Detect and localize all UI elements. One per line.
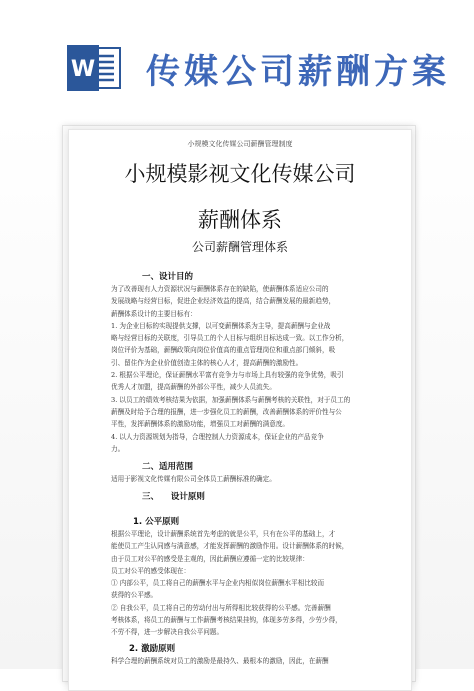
section-heading-purpose: 一、设计目的 bbox=[142, 272, 194, 282]
body-line: 薪酬体系设计的主要目标有： bbox=[111, 309, 197, 318]
body-line: 3. 以员工的绩效考核结果为依据，加强薪酬体系与薪酬考核的关联性，对于员工的 bbox=[111, 395, 351, 404]
section-principles-body bbox=[111, 528, 363, 639]
body-line: 力。 bbox=[111, 444, 125, 453]
body-line: 由于员工对公平的感受是主观的，因此薪酬应遵循一定的比较规律： bbox=[111, 554, 309, 563]
body-line: 能使员工产生认同感与满意感，才能发挥薪酬的激励作用。设计薪酬体系的时候， bbox=[111, 542, 349, 551]
document-title-line-1: 小规模影视文化传媒公司 bbox=[124, 162, 356, 186]
running-header: 小规模文化传媒公司薪酬管理制度 bbox=[187, 140, 293, 148]
body-line: 平性，发挥薪酬体系的激励功能，增强员工对薪酬的满意度。 bbox=[111, 420, 290, 429]
body-line: ② 自我公平，员工将自己的劳动付出与所得相比较获得的公平感。完善薪酬 bbox=[111, 603, 331, 612]
body-line: 2. 根据公平理论，保证薪酬水平富有竞争力与市场上具有较强的竞争优势，吸引 bbox=[111, 371, 344, 380]
body-line: 获得的公平感。 bbox=[111, 591, 158, 600]
document-subtitle: 公司薪酬管理体系 bbox=[191, 240, 288, 254]
body-line: 员工对公平的感受体现在： bbox=[111, 566, 191, 575]
banner bbox=[0, 0, 474, 120]
section-heading-scope: 二、适用范围 bbox=[142, 462, 194, 472]
section-scope-body bbox=[111, 473, 363, 485]
section-incentive-body bbox=[111, 655, 363, 667]
subheading-fairness: 1. 公平原则 bbox=[133, 517, 180, 527]
body-line: 优秀人才加盟，提高薪酬的外部公平性，减少人员流失。 bbox=[111, 383, 276, 392]
body-line: 发展战略与经营目标，促进企业经济效益的提高，结合薪酬发展的最新趋势， bbox=[111, 297, 336, 306]
body-line: 不劳不得，进一步解决自我公平问题。 bbox=[111, 628, 224, 637]
body-line: 1. 为企业目标的实现提供支撑，以可变薪酬体系为主导，提高薪酬与企业战 bbox=[111, 321, 331, 330]
body-line: 考核体系，将员工的薪酬与工作薪酬考核结果挂钩，体现多劳多得，少劳少得， bbox=[111, 616, 342, 625]
body-line: 略与经营目标的关联度，引导员工的个人目标与组织目标达成一致。以工作分析， bbox=[111, 334, 349, 343]
banner-title: 传媒公司薪酬方案 bbox=[146, 52, 450, 92]
section-purpose-body bbox=[111, 283, 363, 455]
body-line: 根据公平理论，设计薪酬系统首先考虑的就是公平，只有在公平的基础上，才 bbox=[111, 530, 336, 538]
document-page bbox=[68, 129, 412, 691]
body-line: 引、留住作为企业价值创造主体的核心人才，提高薪酬的激励性。 bbox=[111, 358, 303, 367]
word-document-icon bbox=[66, 45, 122, 91]
body-line: 岗位评价为基础，薪酬政策向岗位价值高的重点管理岗位和重点部门倾斜，吸 bbox=[111, 346, 336, 355]
body-line: 薪酬及时给予合理的报酬，进一步强化员工的薪酬，改善薪酬体系的评价性与公 bbox=[111, 407, 342, 416]
subheading-incentive: 2. 激励原则 bbox=[129, 644, 176, 654]
document-title-line-2: 薪酬体系 bbox=[198, 208, 282, 232]
body-line: 4. 以人力资源规划为指导，合理控制人力资源成本，保证企业的产品竞争 bbox=[111, 432, 324, 441]
body-line: 科学合理的薪酬系统对员工的激励是最持久、最根本的激励，因此，在薪酬 bbox=[111, 657, 329, 665]
body-line: 适用于影视文化传媒有限公司全体员工薪酬标准的确定。 bbox=[111, 475, 276, 483]
body-line: 为了改善现有人力资源状况与薪酬体系存在的缺陷，使薪酬体系适应公司的 bbox=[111, 285, 329, 293]
body-line: ① 内部公平，员工将自己的薪酬水平与企业内相似岗位薪酬水平相比较而 bbox=[111, 579, 325, 588]
section-heading-principles: 三、 设计原则 bbox=[142, 492, 205, 502]
word-logo-letter: W bbox=[70, 57, 96, 82]
